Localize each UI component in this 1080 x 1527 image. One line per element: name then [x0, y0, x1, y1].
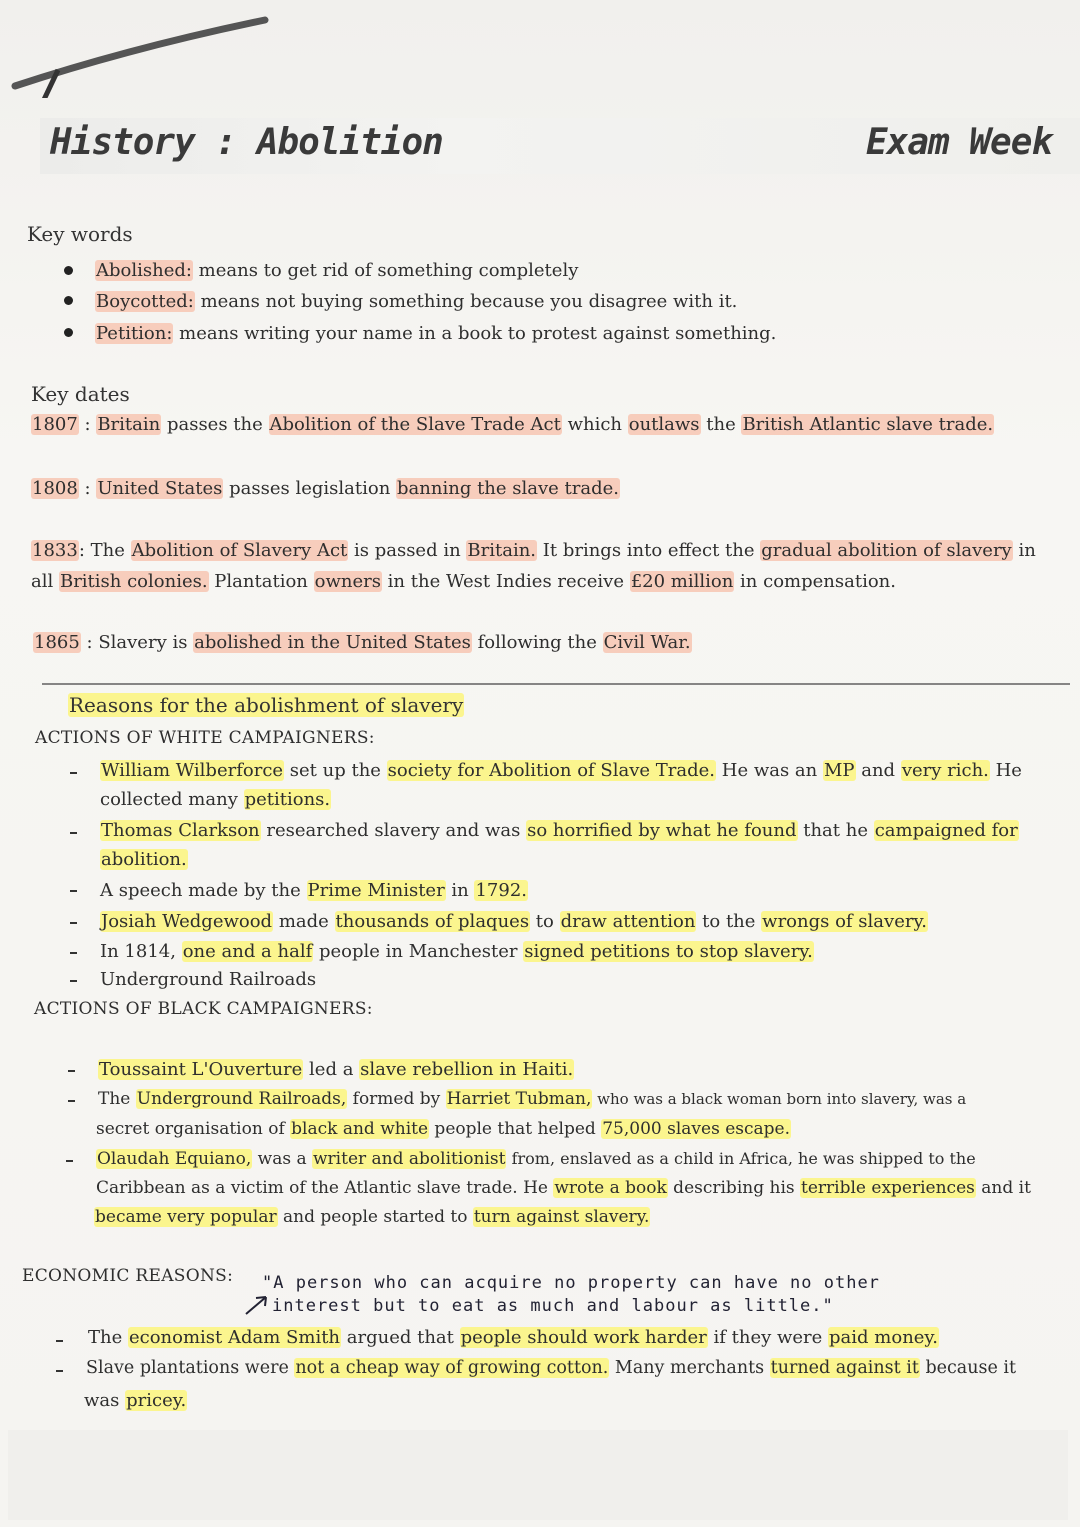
keyword-def: means to get rid of something completely [192, 260, 579, 281]
keyword-petition [95, 323, 776, 344]
white-item-wilberforce-line2: collected many petitions. [100, 789, 331, 810]
reasons-heading: Reasons for the abolishment of slavery [69, 693, 464, 717]
keyword-term: Petition: [96, 323, 173, 344]
keyword-boycotted [95, 291, 737, 312]
date-1865: 1865 : Slavery is abolished in the United States following the Civil War. [34, 632, 691, 653]
dash-icon [68, 1100, 75, 1102]
black-campaigners-heading: ACTIONS OF BLACK CAMPAIGNERS: [34, 999, 373, 1019]
white-item-speech: A speech made by the Prime Minister in 1792. [100, 880, 528, 901]
dash-icon [66, 1160, 73, 1162]
white-item-manchester: In 1814, one and a half people in Manchester signed petitions to stop slavery. [100, 941, 813, 962]
black-item-equiano-line2: Caribbean as a victim of the Atlantic slave trade. He wrote a book describing his terrible experiences and it [96, 1178, 1031, 1198]
date-1807: 1807 : Britain passes the Abolition of the Slave Trade Act which outlaws the British Atlantic slave trade. [32, 414, 994, 435]
keyword-term: Boycotted: [96, 291, 194, 312]
dash-icon [70, 772, 77, 774]
economic-item-smith: The economist Adam Smith argued that people should work harder if they were paid money. [88, 1327, 938, 1348]
white-item-clarkson: Thomas Clarkson researched slavery and was so horrified by what he found that he campaigned for [101, 820, 1018, 841]
white-campaigners-heading: ACTIONS OF WHITE CAMPAIGNERS: [35, 728, 375, 748]
bullet-icon [64, 296, 73, 305]
white-item-railroads: Underground Railroads [100, 969, 317, 990]
page-bottom [8, 1430, 1068, 1520]
black-item-equiano-line3: became very popular and people started to turn against slavery. [95, 1207, 650, 1227]
pencil-mark [10, 8, 270, 98]
dash-icon [70, 832, 77, 834]
dash-icon [56, 1370, 63, 1372]
black-item-underground-line2: secret organisation of black and white people that helped 75,000 slaves escape. [96, 1119, 790, 1139]
date-1833-line2: all British colonies. Plantation owners in the West Indies receive £20 million in compensation. [31, 571, 896, 592]
dash-icon [70, 922, 77, 924]
white-item-clarkson-line2: abolition. [101, 849, 187, 870]
arrow-icon [244, 1294, 270, 1316]
economic-item-plantations-line2: was pricey. [84, 1390, 187, 1411]
dash-icon [68, 1070, 75, 1072]
page-title-right: Exam Week [866, 122, 1053, 163]
keyword-abolished [95, 260, 578, 281]
dash-icon [70, 890, 77, 892]
section-divider [42, 683, 1070, 685]
economic-heading: ECONOMIC REASONS: [22, 1266, 234, 1286]
economic-item-plantations: Slave plantations were not a cheap way of growing cotton. Many merchants turned against it because it [86, 1358, 1017, 1378]
white-item-wedgewood: Josiah Wedgewood made thousands of plaques to draw attention to the wrongs of slavery. [101, 911, 927, 932]
black-item-equiano: Olaudah Equiano, was a writer and abolitionist from, enslaved as a child in Africa, he was shipped to the [97, 1149, 976, 1169]
black-item-louverture: Toussaint L'Ouverture led a slave rebellion in Haiti. [99, 1059, 574, 1080]
dash-icon [70, 980, 77, 982]
keyword-def: means not buying something because you disagree with it. [194, 291, 738, 312]
dash-icon [56, 1340, 63, 1342]
page-title: History : Abolition [50, 122, 443, 163]
white-item-wilberforce: William Wilberforce set up the society for Abolition of Slave Trade. He was an MP and very rich. He [101, 760, 1022, 781]
handwritten-quote-line1: "A person who can acquire no property can have no other [262, 1273, 880, 1293]
keyword-def: means writing your name in a book to protest against something. [173, 323, 777, 344]
bullet-icon [64, 328, 73, 337]
handwritten-quote-line2: interest but to eat as much and labour as little." [272, 1296, 834, 1316]
date-1808: 1808 : United States passes legislation banning the slave trade. [32, 478, 619, 499]
black-item-underground: The Underground Railroads, formed by Harriet Tubman, who was a black woman born into slavery, was a [98, 1089, 967, 1109]
key-dates-heading: Key dates [31, 382, 130, 406]
bullet-icon [64, 266, 73, 275]
dash-icon [70, 952, 77, 954]
key-words-heading: Key words [27, 222, 133, 246]
keyword-term: Abolished: [96, 260, 192, 281]
date-1833: 1833: The Abolition of Slavery Act is passed in Britain. It brings into effect the gradual abolition of slavery in [32, 540, 1036, 561]
